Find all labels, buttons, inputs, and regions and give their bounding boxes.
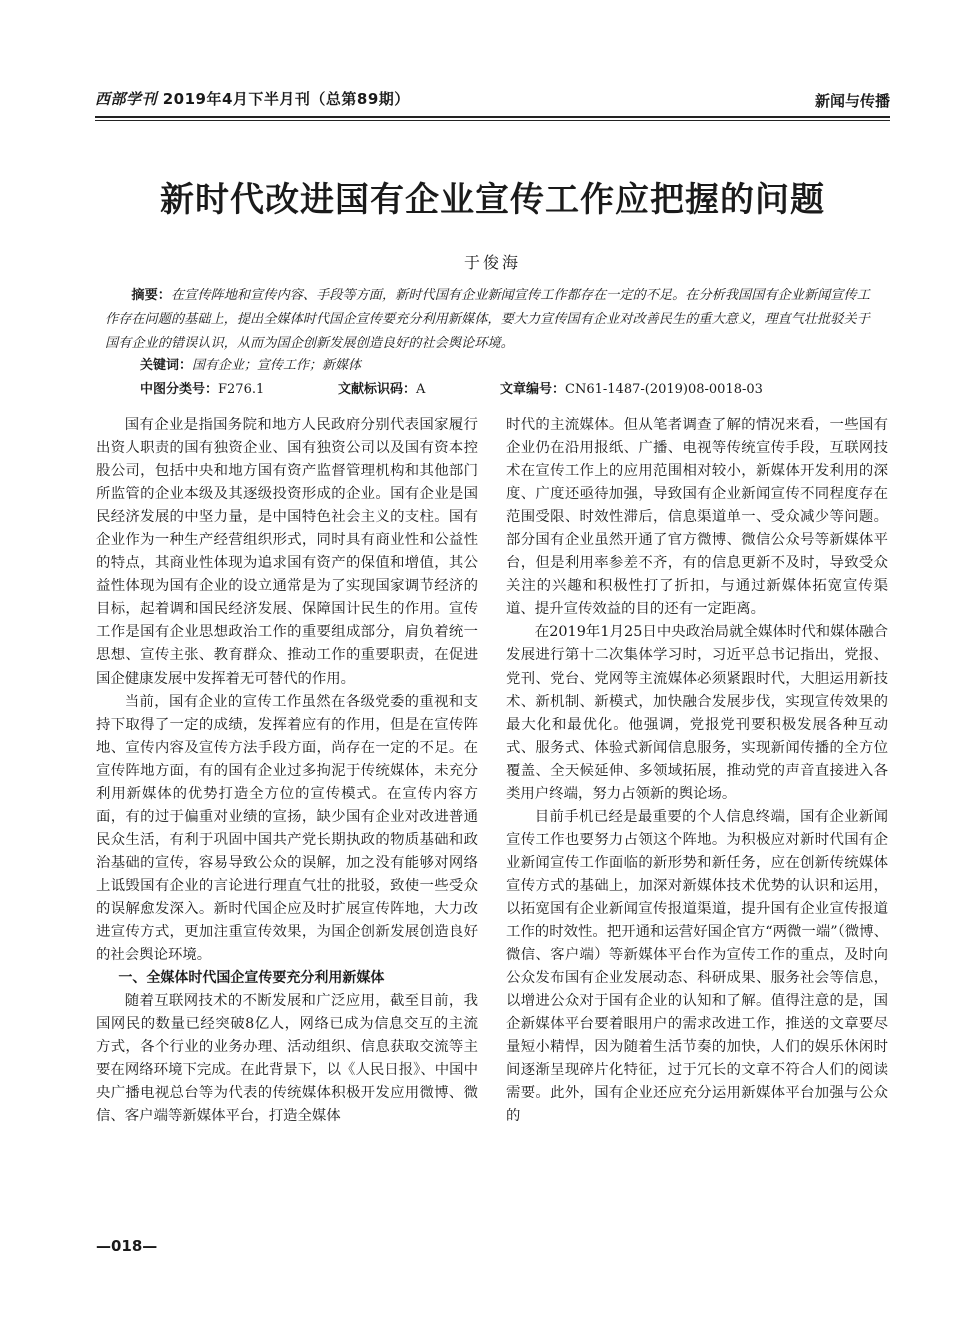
article-number [500, 378, 763, 397]
keywords-text: 国有企业；宣传工作；新媒体 [192, 358, 362, 373]
doc-value: A [416, 382, 426, 397]
keywords [140, 354, 361, 373]
article-title: 新时代改进国有企业宣传工作应把握的问题 [160, 180, 825, 220]
abstract-text: 在宣传阵地和宣传内容、手段等方面，新时代国有企业新闻宣传工作都存在一定的不足。在分析我国国有企业新闻宣传工作存在问题的基础上，提出全媒体时代国企宣传要充分利用新媒体，要大力宣传国有企业对改善民生的重大意义，理直气壮批驳关于国有企业的错误认识，从而为国企创新发展创造良好的社会舆论环境。 [105, 288, 870, 351]
keywords-label: 关键词： [140, 358, 193, 373]
running-header [95, 88, 890, 114]
header-issue-line [95, 88, 410, 109]
issue-info: 2019年4月下半月刊（总第89期） [162, 90, 410, 108]
body-paragraph: 当前，国有企业的宣传工作虽然在各级党委的重视和支持下取得了一定的成绩，发挥着应有的作用，但是在宣传阵地、宣传内容及宣传方法手段方面，尚存在一定的不足。在宣传阵地方面，有的国有企业过多拘泥于传统媒体，未充分利用新媒体的优势打造全方位的宣传模式。在宣传内容方面，有的过于偏重对业绩的宣扬，缺少国有企业对改进普通民众生活，有利于巩固中国共产党长期执政的物质基础和政治基础的宣传，容易导致公众的误解，加之没有能够对网络上诋毁国有企业的言论进行理直气壮的批驳，致使一些受众的误解愈发深入。新时代国企应及时扩展宣传阵地，大力改进宣传方式，更加注重宣传效果，为国企创新发展创造良好的社会舆论环境。 [96, 693, 478, 964]
clc-value: F276.1 [218, 382, 265, 397]
clc-number [140, 378, 264, 397]
body-paragraph: 随着互联网技术的不断发展和广泛应用，截至目前，我国网民的数量已经突破8亿人，网络已成为信息交互的主流方式，各个行业的业务办理、活动组织、信息获取交流等主要在网络环境下完成。在此背景下，以《人民日报》、中国中央广播电视总台等为代表的传统媒体积极开发应用微博、微信、客户端等新媒体平台，打造全媒体 [96, 993, 478, 1125]
section-name: 新闻与传播 [814, 92, 890, 110]
body-paragraph: 时代的主流媒体。但从笔者调查了解的情况来看，一些国有企业仍在沿用报纸、广播、电视等传统宣传手段，互联网技术在宣传工作上的应用范围相对较小，新媒体开发利用的深度、广度还亟待加强，导致国有企业新闻宣传不同程度存在范围受限、时效性滞后，信息渠道单一、受众减少等问题。部分国有企业虽然开通了官方微博、微信公众号等新媒体平台，但是利用率参差不齐，有的信息更新不及时，导致受众关注的兴趣和积极性打了折扣，与通过新媒体拓宽宣传渠道、提升宣传效益的目的还有一定距离。 [506, 417, 888, 618]
doc-code [338, 378, 425, 397]
body-paragraph: 国有企业是指国务院和地方人民政府分别代表国家履行出资人职责的国有独资企业、国有独资公司以及国有资本控股公司，包括中央和地方国有资产监督管理机构和其他部门所监管的企业本级及其逐级投资形成的企业。国有企业是国民经济发展的中坚力量，是中国特色社会主义的支柱。国有企业作为一种生产经营组织形式，同时具有商业性和公益性的特点，其商业性体现为追求国有资产的保值和增值，其公益性体现为国有企业的设立通常是为了实现国家调节经济的目标，起着调和国民经济发展、保障国计民生的作用。宣传工作是国有企业思想政治工作的重要组成部分，肩负着统一思想、宣传主张、教育群众、推动工作的重要职责，在促进国企健康发展中发挥着无可替代的作用。 [96, 417, 478, 687]
header-rule [95, 116, 890, 118]
body-paragraph: 在2019年1月25日中央政治局就全媒体时代和媒体融合发展进行第十二次集体学习时，习近平总书记指出，党报、党刊、党台、党网等主流媒体必须紧跟时代，大胆运用新技术、新机制、新模式，加快融合发展步伐，实现宣传效果的最大化和最优化。他强调，党报党刊要积极发展各种互动式、服务式、体验式新闻信息服务，实现新闻传播的全方位覆盖、全天候延伸、多领域拓展，推动党的声音直接进入各类用户终端，努力占领新的舆论场。 [506, 624, 888, 802]
author-name: 于俊海 [463, 253, 521, 272]
body-paragraph: 目前手机已经是最重要的个人信息终端，国有企业新闻宣传工作也要努力占领这个阵地。为积极应对新时代国有企业新闻宣传工作面临的新形势和新任务，应在创新传统媒体宣传方式的基础上，加深对新媒体技术优势的认识和运用，以拓宽国有企业新闻宣传报道渠道，提升国有企业宣传报道工作的时效性。把开通和运营好国企官方“两微一端”（微博、微信、客户端）等新媒体平台作为宣传工作的重点，及时向公众发布国有企业发展动态、科研成果、服务社会等信息，以增进公众对于国有企业的认知和了解。值得注意的是，国企新媒体平台要着眼用户的需求改进工作，推送的文章要尽量短小精悍，因为随着生活节奏的加快，人们的娱乐休闲时间逐渐呈现碎片化特征，过于冗长的文章不符合人们的阅读需要。此外，国有企业还应充分运用新媒体平台加强与公众的 [506, 808, 888, 1125]
abstract [105, 284, 880, 356]
page-number: —018— [96, 1237, 158, 1255]
section-heading: 一、全媒体时代国企宣传要充分利用新媒体 [118, 970, 385, 987]
clc-label: 中图分类号： [140, 382, 219, 397]
header-rule-thin [95, 120, 890, 121]
body-column-right [506, 414, 888, 1128]
body-column-left [96, 414, 478, 1128]
journal-name: 西部学刊 [95, 90, 158, 108]
doc-label: 文献标识码： [338, 382, 417, 397]
abstract-label: 摘要： [131, 288, 171, 303]
art-label: 文章编号： [500, 382, 566, 397]
art-value: CN61-1487-(2019)08-0018-03 [565, 382, 763, 397]
